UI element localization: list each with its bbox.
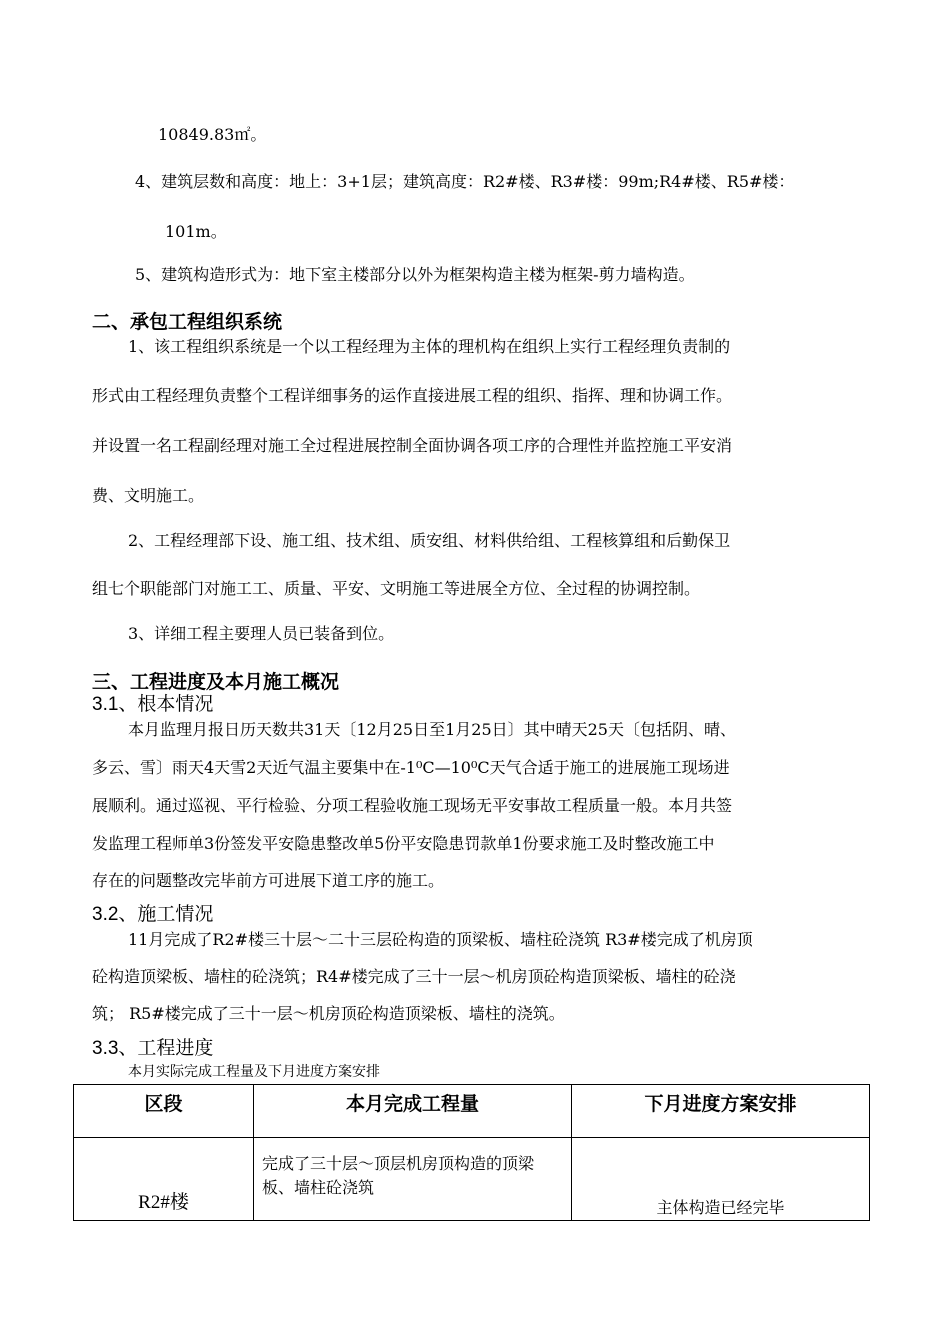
section-2-p3: 3、详细工程主要理人员已装备到位。 xyxy=(128,624,395,643)
header-plan: 下月进度方案安排 xyxy=(572,1085,870,1138)
cell-done: 完成了三十层～顶层机房顶构造的顶梁板、墙柱砼浇筑 xyxy=(254,1138,572,1221)
s32-line-1: 11月完成了R2#楼三十层～二十三层砼构造的顶梁板、墙柱砼浇筑 R3#楼完成了机房顶 xyxy=(128,930,753,949)
header-done: 本月完成工程量 xyxy=(254,1085,572,1138)
cell-area: R2#楼 xyxy=(74,1138,254,1221)
s32-line-2: 砼构造顶梁板、墙柱的砼浇筑；R4#楼完成了三十一层～机房顶砼构造顶梁板、墙柱的砼浇 xyxy=(92,967,736,986)
s31-line-2: 多云、雪〕雨天4天雪2天近气温主要集中在-1⁰C—10⁰C天气合适于施工的进展施工现场进 xyxy=(92,758,730,777)
s31-line-4: 发监理工程师单3份签发平安隐患整改单5份平安隐患罚款单1份要求施工及时整改施工中 xyxy=(92,834,715,853)
item-4-line-1: 4、建筑层数和高度：地上：3+1层；建筑高度：R2#楼、R3#楼：99m;R4#楼、R5#楼： xyxy=(135,172,795,191)
item-4-line-2: 101m。 xyxy=(165,222,227,241)
progress-table xyxy=(73,1084,870,1221)
s31-line-3: 展顺利。通过巡视、平行检验、分项工程验收施工现场无平安事故工程质量一般。本月共签 xyxy=(92,796,733,815)
section-3-1-heading: 3.1、根本情况 xyxy=(92,694,214,715)
area-line: 10849.83㎡。 xyxy=(158,125,267,144)
section-2-p1-line-4: 费、文明施工。 xyxy=(92,486,205,505)
section-2-p2-line-2: 组七个职能部门对施工工、质量、平安、文明施工等进展全方位、全过程的协调控制。 xyxy=(92,579,701,598)
section-2-p1-line-2: 形式由工程经理负责整个工程详细事务的运作直接进展工程的组织、指挥、理和协调工作。 xyxy=(92,386,733,405)
section-2-heading: 二、承包工程组织系统 xyxy=(92,311,283,333)
header-area: 区段 xyxy=(74,1085,254,1138)
section-3-3-heading: 3.3、工程进度 xyxy=(92,1038,214,1059)
s32-line-3: 筑； R5#楼完成了三十一层～机房顶砼构造顶梁板、墙柱的浇筑。 xyxy=(92,1004,565,1023)
section-3-2-heading: 3.2、施工情况 xyxy=(92,904,214,925)
table-caption: 本月实际完成工程量及下月进度方案安排 xyxy=(128,1064,380,1080)
table-header-row xyxy=(74,1085,870,1138)
section-2-p2-line-1: 2、工程经理部下设、施工组、技术组、质安组、材料供给组、工程核算组和后勤保卫 xyxy=(128,531,731,550)
section-3-heading: 三、工程进度及本月施工概况 xyxy=(92,671,340,693)
s31-line-1: 本月监理月报日历天数共31天〔12月25日至1月25日〕其中晴天25天〔包括阴、晴、 xyxy=(128,720,736,739)
section-2-p1-line-1: 1、该工程组织系统是一个以工程经理为主体的理机构在组织上实行工程经理负责制的 xyxy=(128,337,731,356)
section-2-p1-line-3: 并设置一名工程副经理对施工全过程进展控制全面协调各项工序的合理性并监控施工平安消 xyxy=(92,436,733,455)
s31-line-5: 存在的问题整改完毕前方可进展下道工序的施工。 xyxy=(92,871,445,890)
table-row xyxy=(74,1138,870,1221)
cell-plan: 主体构造已经完毕 xyxy=(572,1138,870,1221)
item-5: 5、建筑构造形式为：地下室主楼部分以外为框架构造主楼为框架-剪力墙构造。 xyxy=(135,265,695,284)
